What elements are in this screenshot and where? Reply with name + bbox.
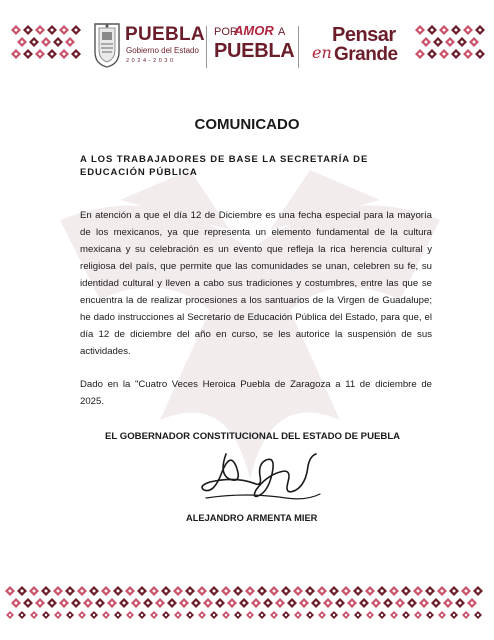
pattern-dot xyxy=(449,41,452,44)
pattern-dot xyxy=(309,614,311,616)
handwritten-signature xyxy=(196,446,326,516)
pattern-dot xyxy=(461,41,464,44)
pattern-dot xyxy=(219,602,222,605)
dated-line: Dado en la "Cuatro Veces Heroica Puebla de Zaragoza a 11 de diciembre de 2025. xyxy=(80,379,432,407)
pattern-dot xyxy=(135,602,138,605)
pattern-dot xyxy=(443,53,446,56)
pattern-dot xyxy=(261,590,264,593)
logo-divider-2 xyxy=(298,26,299,68)
pattern-dot xyxy=(441,590,444,593)
pattern-dot xyxy=(27,29,30,32)
pattern-dot xyxy=(291,602,294,605)
pattern-dot xyxy=(93,590,96,593)
pattern-dot xyxy=(201,590,204,593)
document-title: COMUNICADO xyxy=(194,116,300,133)
pattern-dot xyxy=(153,590,156,593)
pattern-dot xyxy=(15,29,18,32)
pattern-dot xyxy=(75,53,78,56)
pattern-dot xyxy=(69,590,72,593)
pattern-dot xyxy=(21,41,24,44)
pattern-dot xyxy=(21,590,24,593)
pattern-dot xyxy=(479,29,482,32)
pattern-dot xyxy=(213,590,216,593)
pattern-dot xyxy=(15,53,18,56)
logo-puebla-text: PUEBLA xyxy=(125,24,205,45)
logo-a-text: A xyxy=(278,26,286,38)
pattern-dot xyxy=(93,614,95,616)
pattern-dot xyxy=(75,29,78,32)
pattern-dot xyxy=(213,614,215,616)
pattern-dot xyxy=(243,602,246,605)
pattern-dot xyxy=(225,614,227,616)
pattern-dot xyxy=(345,590,348,593)
state-crest-icon xyxy=(92,22,122,68)
pattern-dot xyxy=(479,53,482,56)
pattern-dot xyxy=(321,590,324,593)
pattern-dot xyxy=(75,602,78,605)
pattern-dot xyxy=(105,590,108,593)
pattern-dot xyxy=(117,590,120,593)
addressee: A LOS TRABAJADORES DE BASE LA SECRETARÍA DE EDUCACIÓN PÚBLICA xyxy=(80,154,369,178)
gobierno-puebla-logo xyxy=(92,22,205,72)
pattern-dot xyxy=(141,590,144,593)
pattern-dot xyxy=(117,614,119,616)
pattern-dot xyxy=(273,590,276,593)
header-pattern-left xyxy=(10,22,82,62)
pattern-dot xyxy=(45,614,47,616)
pattern-dot xyxy=(393,614,395,616)
pattern-dot xyxy=(405,590,408,593)
pattern-dot xyxy=(267,602,270,605)
pattern-dot xyxy=(63,53,66,56)
pattern-dot xyxy=(419,53,422,56)
pattern-dot xyxy=(177,614,179,616)
pattern-dot xyxy=(39,602,42,605)
pattern-dot xyxy=(231,602,234,605)
pattern-dot xyxy=(339,602,342,605)
pattern-dot xyxy=(153,614,155,616)
pattern-dot xyxy=(381,614,383,616)
pattern-dot xyxy=(99,602,102,605)
pattern-dot xyxy=(425,41,428,44)
pattern-dot xyxy=(33,41,36,44)
pattern-dot xyxy=(177,590,180,593)
logo-divider xyxy=(206,26,207,68)
pattern-dot xyxy=(255,602,258,605)
pattern-dot xyxy=(33,590,36,593)
pattern-dot xyxy=(437,41,440,44)
pattern-dot xyxy=(399,602,402,605)
pattern-dot xyxy=(441,614,443,616)
pattern-dot xyxy=(9,590,12,593)
pattern-dot xyxy=(431,53,434,56)
pattern-dot xyxy=(45,590,48,593)
pattern-dot xyxy=(297,590,300,593)
pattern-dot xyxy=(375,602,378,605)
pattern-dot xyxy=(447,602,450,605)
pattern-dot xyxy=(303,602,306,605)
pattern-dot xyxy=(51,53,54,56)
pattern-dot xyxy=(357,590,360,593)
pattern-dot xyxy=(57,41,60,44)
pattern-dot xyxy=(387,602,390,605)
header-pattern-right xyxy=(414,22,486,62)
pattern-dot xyxy=(315,602,318,605)
pattern-dot xyxy=(369,614,371,616)
pattern-dot xyxy=(455,53,458,56)
pattern-dot xyxy=(261,614,263,616)
pattern-dot xyxy=(345,614,347,616)
pattern-dot xyxy=(27,53,30,56)
pattern-dot xyxy=(57,614,59,616)
pattern-dot xyxy=(443,29,446,32)
logo-amor-text: AMOR xyxy=(234,23,274,38)
pattern-dot xyxy=(207,602,210,605)
pattern-dot xyxy=(477,590,480,593)
pattern-dot xyxy=(467,53,470,56)
pattern-dot xyxy=(183,602,186,605)
logo-grande-text: Grande xyxy=(334,44,398,65)
pattern-dot xyxy=(419,29,422,32)
pattern-dot xyxy=(465,614,467,616)
pattern-dot xyxy=(455,29,458,32)
pattern-dot xyxy=(333,614,335,616)
pattern-dot xyxy=(285,614,287,616)
pattern-dot xyxy=(465,590,468,593)
pattern-dot xyxy=(111,602,114,605)
pattern-dot xyxy=(69,41,72,44)
body-paragraph: En atención a que el día 12 de Diciembre es una fecha especial para la mayoría de los mexicanos, ya que representa un elemento fundamental de la cultura mexicana y su celebración es un evento que refleja la rica herencia cultural y religiosa del país, que permite que las comunidades se unan, celebren su fe, su identidad cultural y lleven a cabo sus tradiciones y costumbres, entre las que se encuentra la de realizar procesiones a los santuarios de la Virgen de Guadalupe; he dado instrucciones al Secretario de Educación Pública del Estado, para que, el día 12 de diciembre del año en curso, se les autorice la suspensión de sus actividades. xyxy=(80,210,432,357)
pattern-dot xyxy=(15,602,18,605)
pattern-dot xyxy=(309,590,312,593)
pattern-dot xyxy=(393,590,396,593)
pattern-dot xyxy=(165,614,167,616)
por-amor-a-puebla-logo xyxy=(214,23,295,66)
pattern-dot xyxy=(431,29,434,32)
pattern-dot xyxy=(171,602,174,605)
logo-en-text: en xyxy=(312,43,332,62)
pattern-dot xyxy=(237,614,239,616)
pattern-dot xyxy=(279,602,282,605)
pattern-dot xyxy=(473,41,476,44)
pattern-dot xyxy=(237,590,240,593)
pattern-dot xyxy=(435,602,438,605)
pattern-dot xyxy=(63,29,66,32)
pattern-dot xyxy=(273,614,275,616)
pattern-dot xyxy=(87,602,90,605)
pattern-dot xyxy=(39,29,42,32)
pattern-dot xyxy=(81,590,84,593)
pattern-dot xyxy=(201,614,203,616)
pattern-dot xyxy=(33,614,35,616)
signer-title: EL GOBERNADOR CONSTITUCIONAL DEL ESTADO DE PUEBLA xyxy=(105,431,401,442)
signer-name: ALEJANDRO ARMENTA MIER xyxy=(186,513,318,523)
pattern-dot xyxy=(63,602,66,605)
pattern-dot xyxy=(57,590,60,593)
pattern-dot xyxy=(129,590,132,593)
pattern-dot xyxy=(453,614,455,616)
pattern-dot xyxy=(225,590,228,593)
pattern-dot xyxy=(27,602,30,605)
pattern-dot xyxy=(417,590,420,593)
pattern-dot xyxy=(159,602,162,605)
pattern-dot xyxy=(453,590,456,593)
pattern-dot xyxy=(429,590,432,593)
pattern-dot xyxy=(21,614,23,616)
pattern-dot xyxy=(351,602,354,605)
pattern-dot xyxy=(141,614,143,616)
pattern-dot xyxy=(321,614,323,616)
pattern-dot xyxy=(81,614,83,616)
pattern-dot xyxy=(459,602,462,605)
pattern-dot xyxy=(189,614,191,616)
logo-puebla-slogan-text: PUEBLA xyxy=(214,40,295,62)
pattern-dot xyxy=(69,614,71,616)
pattern-dot xyxy=(327,602,330,605)
pattern-dot xyxy=(51,29,54,32)
footer-pattern xyxy=(0,582,494,622)
pattern-dot xyxy=(51,602,54,605)
pattern-dot xyxy=(297,614,299,616)
pattern-dot xyxy=(105,614,107,616)
pattern-dot xyxy=(189,590,192,593)
pattern-dot xyxy=(249,614,251,616)
pattern-dot xyxy=(423,602,426,605)
pattern-dot xyxy=(9,614,11,616)
pattern-dot xyxy=(471,602,474,605)
pattern-dot xyxy=(467,29,470,32)
pattern-dot xyxy=(195,602,198,605)
logo-por-text: POR xyxy=(214,26,238,38)
pensar-en-grande-logo xyxy=(312,24,408,68)
pattern-dot xyxy=(381,590,384,593)
logo-years-text: 2024-2030 xyxy=(126,58,176,64)
pattern-dot xyxy=(129,614,131,616)
pattern-dot xyxy=(417,614,419,616)
pattern-dot xyxy=(363,602,366,605)
pattern-dot xyxy=(165,590,168,593)
pattern-dot xyxy=(123,602,126,605)
pattern-dot xyxy=(405,614,407,616)
pattern-dot xyxy=(45,41,48,44)
pattern-dot xyxy=(39,53,42,56)
pattern-dot xyxy=(411,602,414,605)
pattern-dot xyxy=(147,602,150,605)
pattern-dot xyxy=(429,614,431,616)
pattern-dot xyxy=(357,614,359,616)
pattern-dot xyxy=(285,590,288,593)
pattern-dot xyxy=(333,590,336,593)
pattern-dot xyxy=(369,590,372,593)
logo-gobierno-text: Gobierno del Estado xyxy=(126,46,199,55)
pattern-dot xyxy=(477,614,479,616)
pattern-dot xyxy=(249,590,252,593)
logo-pensar-text: Pensar xyxy=(332,24,396,46)
